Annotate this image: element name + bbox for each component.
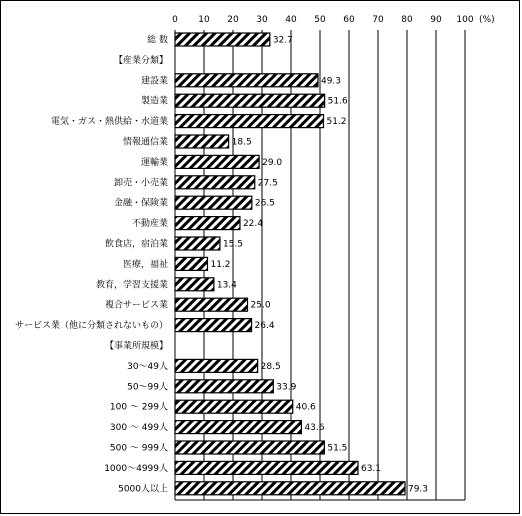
data-label: 49.3 (320, 76, 342, 87)
category-label: 医療，福祉 (122, 259, 168, 270)
category-label: 【産業分類】 (113, 55, 168, 66)
category-label: 50～99人 (127, 382, 168, 393)
bar (175, 94, 325, 107)
category-label: 300 ～ 499人 (109, 423, 168, 434)
data-label: 18.5 (231, 137, 252, 148)
category-label: 不動産業 (131, 219, 168, 230)
x-tick-label: 50 (314, 15, 326, 25)
x-tick-label: 60 (343, 15, 355, 25)
data-label: 79.3 (407, 484, 429, 495)
x-tick-label: 20 (227, 15, 239, 25)
category-label: 電気・ガス・熱供給・水道業 (50, 117, 168, 128)
bar (175, 115, 323, 128)
bar (175, 257, 207, 270)
category-label: 教育，学習支援業 (95, 280, 168, 291)
x-axis-ticks (172, 15, 494, 25)
data-label: 15.5 (222, 239, 243, 250)
x-axis-unit: (%) (479, 15, 495, 25)
category-label: 500 ～ 999人 (109, 443, 168, 454)
category-label: 複合サービス業 (104, 300, 168, 311)
data-label: 22.4 (242, 219, 264, 230)
category-labels (15, 34, 168, 495)
data-label: 28.5 (260, 361, 281, 372)
bar (175, 135, 229, 148)
data-label: 26.5 (254, 198, 275, 209)
x-tick-label: 40 (285, 15, 297, 25)
category-label: 1000～4999人 (104, 463, 168, 474)
data-label: 32.7 (272, 35, 293, 46)
category-label: 建設業 (140, 76, 168, 87)
bar (175, 400, 293, 413)
data-label: 40.6 (295, 402, 316, 413)
bar (175, 482, 405, 495)
data-label: 29.0 (262, 157, 283, 168)
data-label: 11.2 (210, 259, 231, 270)
x-tick-label: 10 (198, 15, 210, 25)
bar (175, 217, 240, 230)
data-label: 26.4 (254, 321, 275, 332)
bar (175, 421, 301, 434)
x-tick-label: 80 (401, 15, 413, 25)
bar (175, 155, 259, 168)
bar (175, 74, 318, 87)
bar (175, 237, 220, 250)
data-label: 33.9 (276, 382, 297, 393)
data-label: 51.6 (327, 96, 348, 107)
bar (175, 298, 248, 311)
category-label: 飲食店，宿泊業 (104, 239, 168, 250)
category-label: 卸売・小売業 (113, 178, 168, 189)
category-label: サービス業（他に分類されないもの） (14, 321, 168, 332)
category-label: 100 ～ 299人 (109, 402, 168, 413)
category-label: 運輸業 (140, 157, 168, 168)
bar (175, 441, 324, 454)
x-tick-label: 90 (430, 15, 442, 25)
bar (175, 33, 270, 46)
data-label: 43.6 (304, 423, 325, 434)
bar (175, 380, 273, 393)
category-label: 30～49人 (127, 361, 168, 372)
bar (175, 359, 258, 372)
category-label: 製造業 (140, 96, 168, 107)
x-tick-label: 30 (256, 15, 268, 25)
category-label: 情報通信業 (122, 137, 168, 148)
bar (175, 461, 358, 474)
bar (175, 196, 252, 209)
bar (175, 319, 252, 332)
x-tick-label: 70 (372, 15, 384, 25)
category-label: 金融・保険業 (113, 198, 168, 209)
x-tick-label: 100 (456, 15, 474, 25)
bar (175, 176, 255, 189)
data-label: 51.2 (326, 117, 347, 128)
data-label: 63.1 (360, 463, 382, 474)
data-label: 25.0 (250, 300, 271, 311)
data-label: 27.5 (257, 178, 278, 189)
category-label: 総 数 (147, 35, 168, 46)
category-label: 【事業所規模】 (104, 341, 168, 352)
category-label: 5000人以上 (118, 484, 168, 495)
data-label: 13.4 (216, 280, 237, 291)
data-label: 51.5 (327, 443, 348, 454)
x-tick-label: 0 (172, 15, 178, 25)
bar (175, 278, 214, 291)
